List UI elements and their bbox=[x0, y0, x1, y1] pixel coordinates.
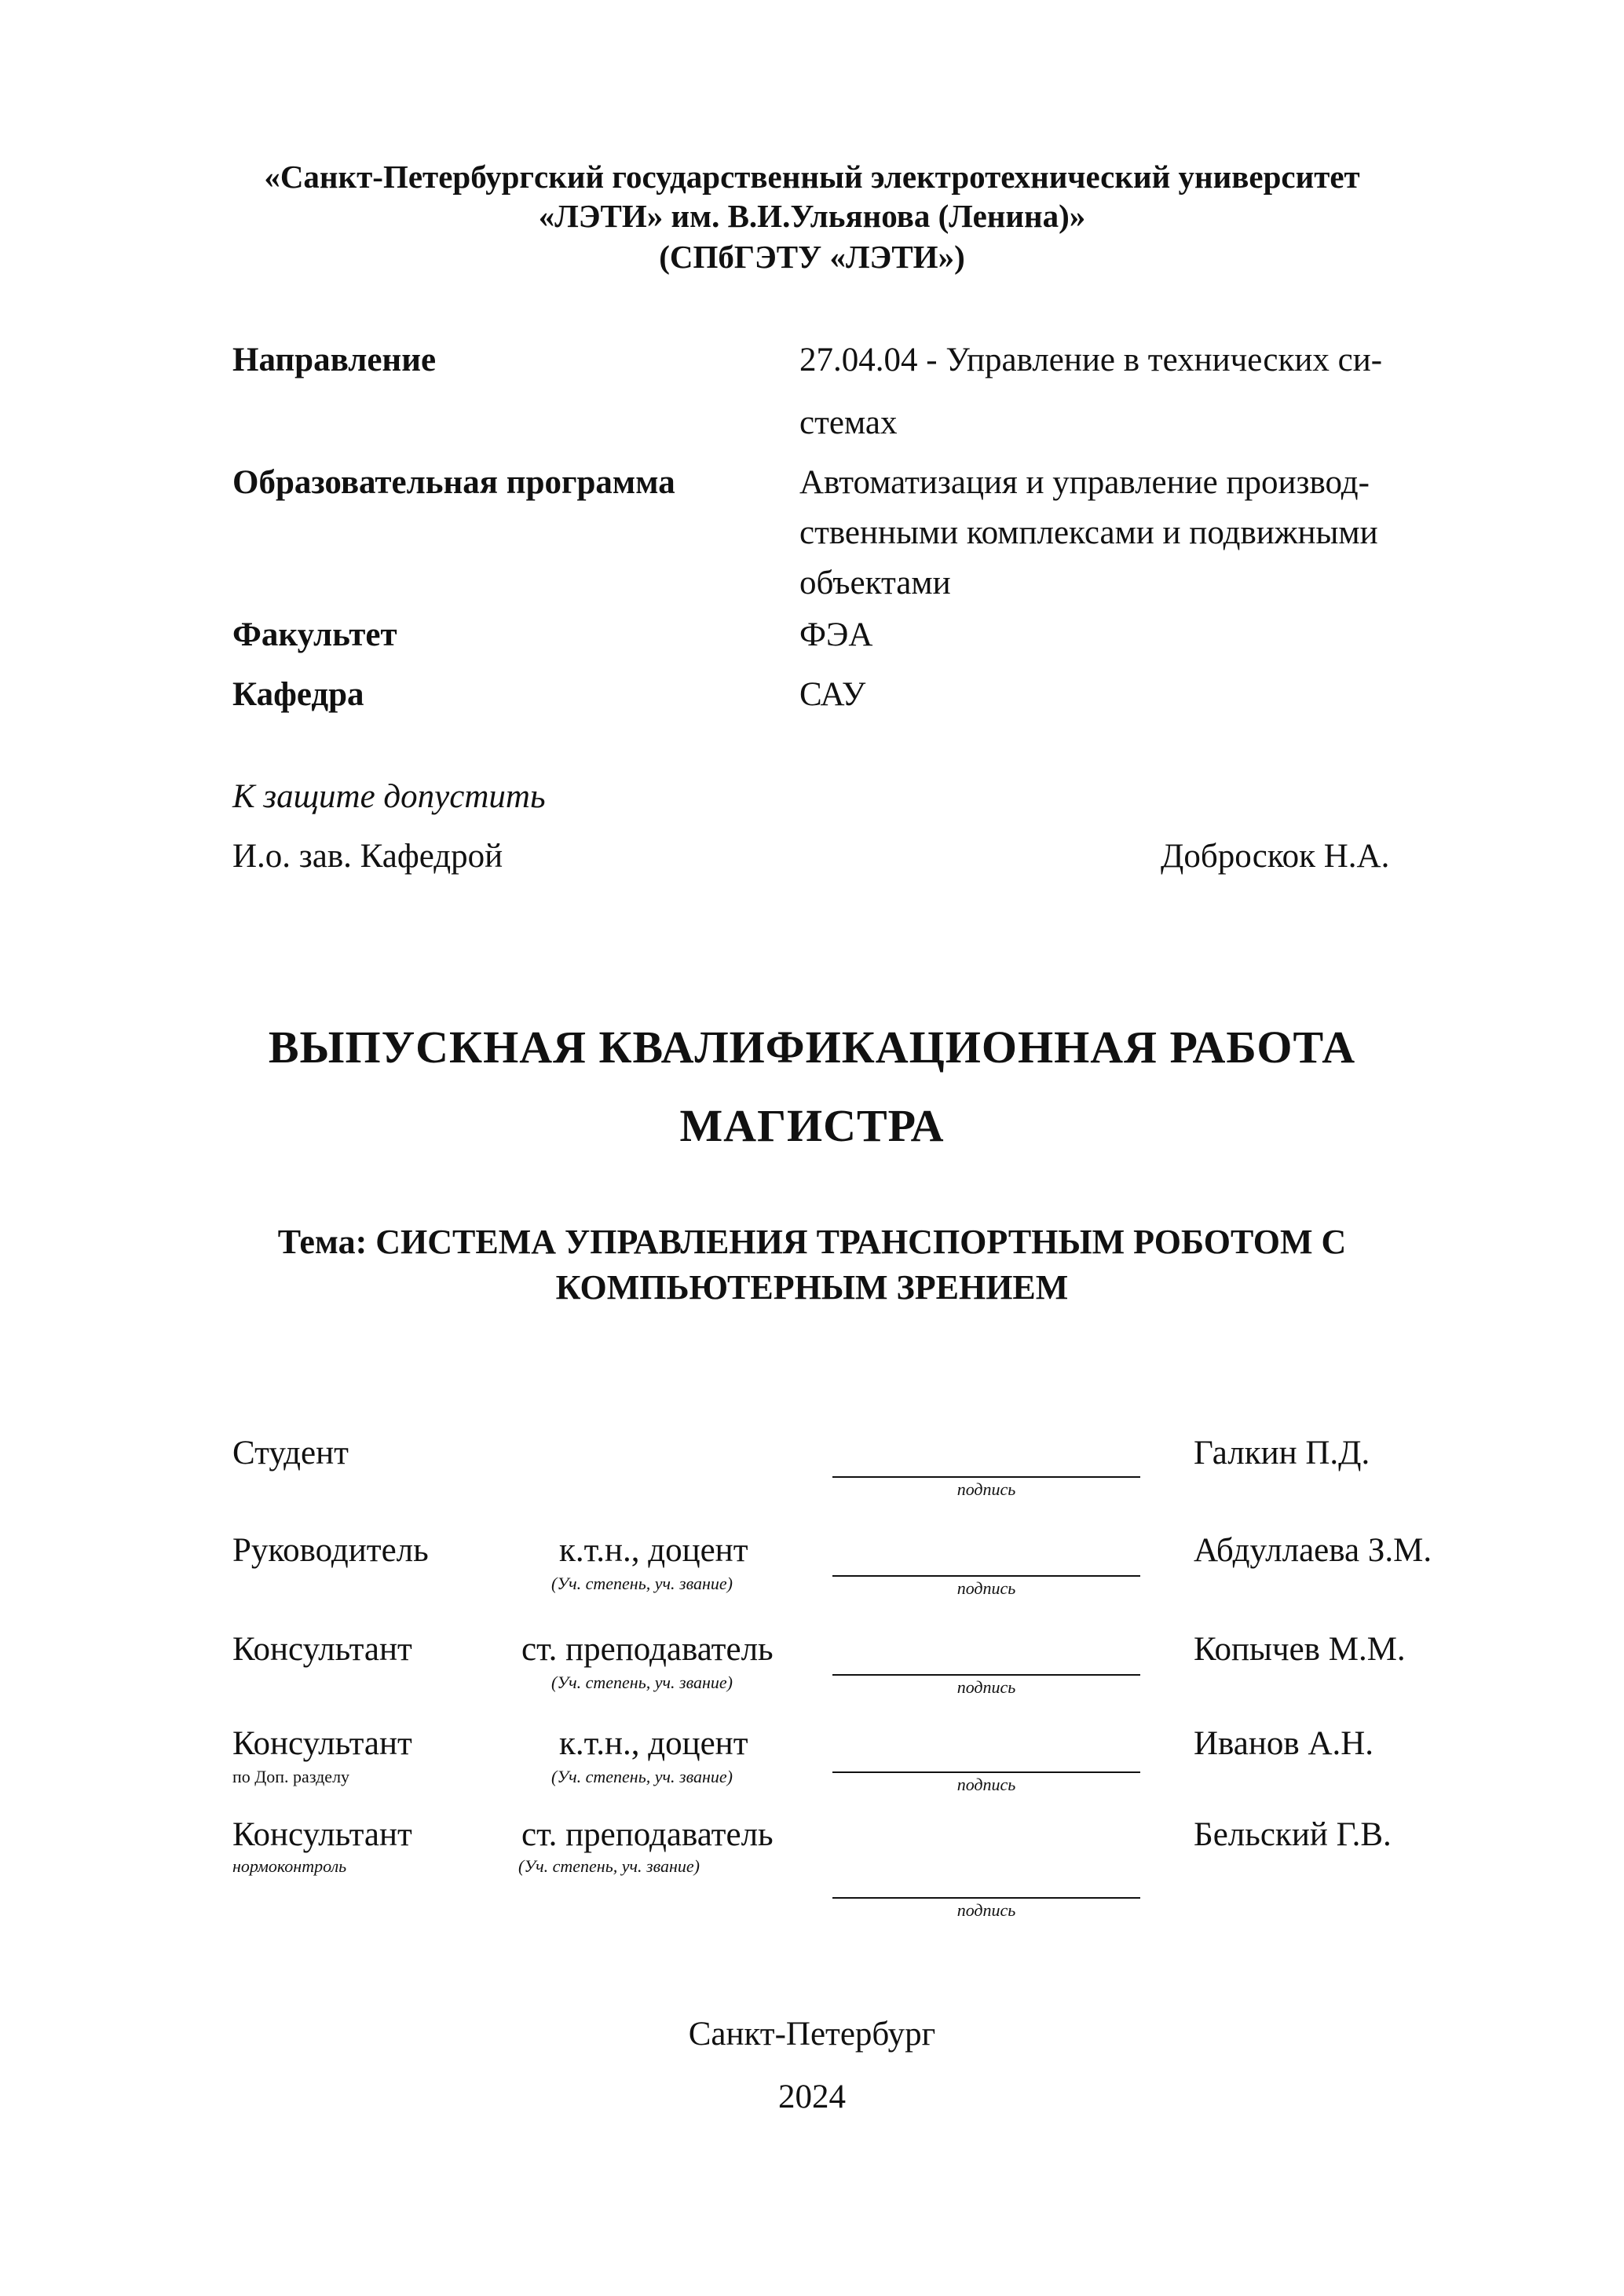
thesis-title-line-1: ВЫПУСКНАЯ КВАЛИФИКАЦИОННАЯ РАБОТА bbox=[268, 1022, 1356, 1073]
direction-label: Направление bbox=[232, 342, 437, 378]
supervisor-rank-hint: (Уч. степень, уч. звание) bbox=[551, 1574, 733, 1593]
supervisor-role: Руководитель bbox=[232, 1532, 429, 1569]
consultant-3-rank: ст. преподаватель bbox=[521, 1816, 774, 1853]
university-name-line-2: «ЛЭТИ» им. В.И.Ульянова (Ленина)» bbox=[538, 198, 1086, 234]
consultant-1-name: Копычев М.М. bbox=[1194, 1631, 1406, 1668]
consultant-3-signature-line bbox=[832, 1897, 1140, 1899]
consultant-3-rank-hint: (Уч. степень, уч. звание) bbox=[518, 1856, 700, 1876]
direction-value-line-1: 27.04.04 - Управление в технических си- bbox=[799, 342, 1383, 378]
consultant-2-signature-hint: подпись bbox=[956, 1775, 1016, 1794]
consultant-1-rank-hint: (Уч. степень, уч. звание) bbox=[551, 1673, 733, 1692]
student-name: Галкин П.Д. bbox=[1194, 1435, 1370, 1472]
student-role: Студент bbox=[232, 1435, 349, 1472]
admit-to-defense: К защите допустить bbox=[232, 778, 546, 815]
consultant-1-rank: ст. преподаватель bbox=[521, 1631, 774, 1668]
department-label: Кафедра bbox=[232, 676, 364, 713]
university-name-line-1: «Санкт-Петербургский государственный электротехнический университет bbox=[264, 159, 1360, 195]
consultant-3-subnote: нормоконтроль bbox=[232, 1856, 347, 1876]
topic-line-1: Тема: СИСТЕМА УПРАВЛЕНИЯ ТРАНСПОРТНЫМ РОБОТОМ С bbox=[277, 1223, 1347, 1261]
consultant-2-subnote: по Доп. разделу bbox=[232, 1767, 350, 1786]
city: Санкт-Петербург bbox=[688, 2016, 936, 2053]
faculty-value: ФЭА bbox=[799, 616, 873, 653]
supervisor-name: Абдуллаева З.М. bbox=[1194, 1532, 1432, 1569]
student-signature-hint: подпись bbox=[956, 1479, 1016, 1499]
program-value-line-1: Автоматизация и управление производ- bbox=[799, 464, 1370, 501]
consultant-2-rank-hint: (Уч. степень, уч. звание) bbox=[551, 1767, 733, 1786]
consultant-3-role: Консультант bbox=[232, 1816, 412, 1853]
supervisor-signature-hint: подпись bbox=[956, 1578, 1016, 1598]
supervisor-rank: к.т.н., доцент bbox=[559, 1532, 748, 1569]
department-head-name: Доброскок Н.А. bbox=[1161, 838, 1390, 875]
direction-value-line-2: стемах bbox=[799, 404, 898, 441]
consultant-3-name: Бельский Г.В. bbox=[1194, 1816, 1392, 1853]
consultant-2-signature-line bbox=[832, 1771, 1140, 1773]
topic-line-2: КОМПЬЮТЕРНЫМ ЗРЕНИЕМ bbox=[555, 1268, 1069, 1307]
consultant-1-signature-hint: подпись bbox=[956, 1677, 1016, 1697]
consultant-1-signature-line bbox=[832, 1674, 1140, 1676]
faculty-label: Факультет bbox=[232, 616, 397, 653]
consultant-2-rank: к.т.н., доцент bbox=[559, 1725, 748, 1762]
program-value-line-2: ственными комплексами и подвижными bbox=[799, 514, 1378, 551]
department-head-role: И.о. зав. Кафедрой bbox=[232, 838, 503, 875]
university-abbreviation: (СПбГЭТУ «ЛЭТИ») bbox=[659, 239, 965, 275]
year: 2024 bbox=[778, 2078, 846, 2115]
department-value: САУ bbox=[799, 676, 866, 713]
consultant-2-role: Консультант bbox=[232, 1725, 412, 1762]
thesis-title-line-2: МАГИСТРА bbox=[679, 1100, 945, 1151]
consultant-2-name: Иванов А.Н. bbox=[1194, 1725, 1374, 1762]
program-value-line-3: объектами bbox=[799, 565, 951, 601]
program-label: Образовательная программа bbox=[232, 464, 675, 501]
student-signature-line bbox=[832, 1476, 1140, 1478]
supervisor-signature-line bbox=[832, 1575, 1140, 1577]
consultant-3-signature-hint: подпись bbox=[956, 1900, 1016, 1920]
consultant-1-role: Консультант bbox=[232, 1631, 412, 1668]
